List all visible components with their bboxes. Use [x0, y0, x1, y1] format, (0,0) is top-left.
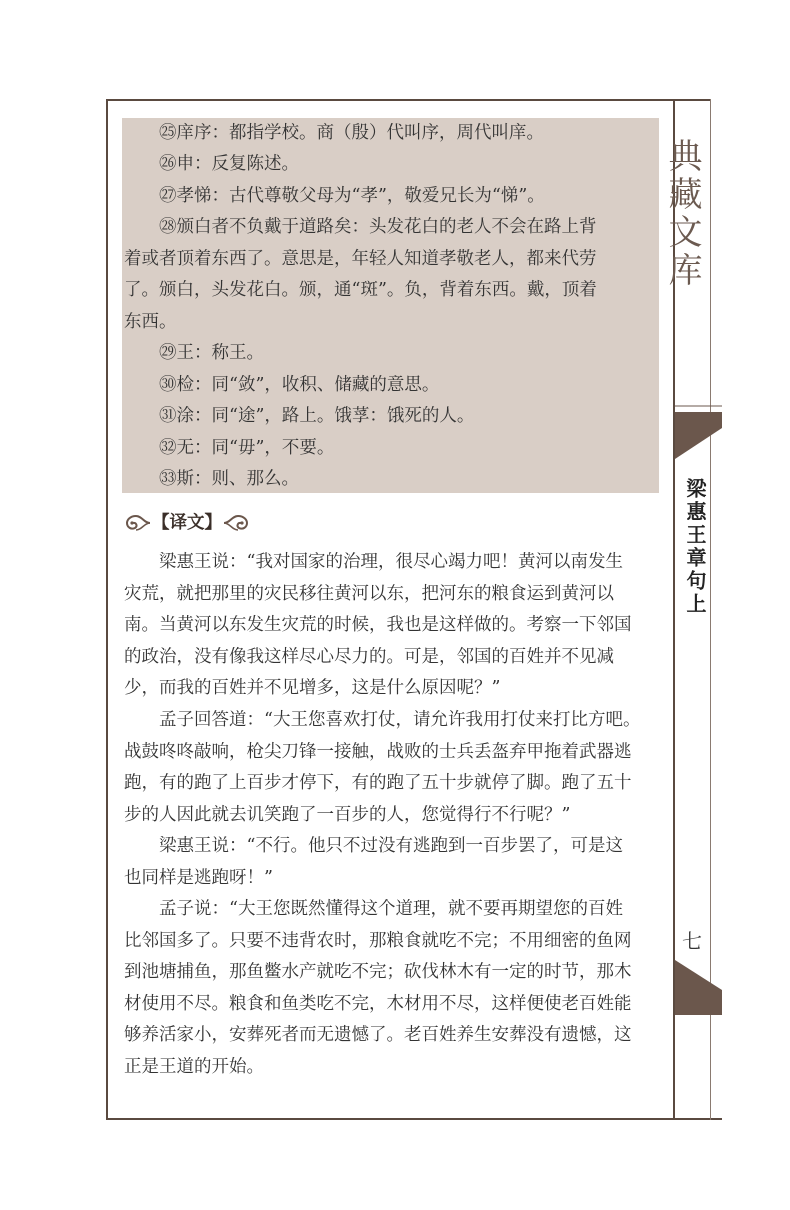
- translation-paragraph-4: [124, 894, 659, 1083]
- text-line: 跑，有的跑了上百步才停下，有的跑了五十步就停了脚。跑了五十: [124, 773, 632, 793]
- tab-ornament-top-icon: [675, 404, 722, 459]
- text-line: 梁惠王说：“我对国家的治理，很尽心竭力吧！黄河以南发生: [159, 552, 623, 572]
- annotation-25: ㉕庠序：都指学校。商（殷）代叫序，周代叫庠。: [159, 123, 544, 143]
- text-line: 南。当黄河以东发生灾荒的时候，我也是这样做的。考察一下邻国: [124, 615, 632, 635]
- page-number: 七: [682, 929, 702, 953]
- annotation-28-line-4: 东西。: [124, 312, 177, 332]
- translation-heading-text: 【译文】: [152, 513, 222, 533]
- text-line: 的政治，没有像我这样尽心尽力的。可是，邻国的百姓并不见减: [124, 646, 614, 667]
- translation-heading: [122, 508, 252, 538]
- annotation-28-line-3: 了。颁白，头发花白。颁，通“斑”。负，背着东西。戴，顶着: [124, 280, 597, 300]
- translation-paragraph-3: [124, 831, 659, 894]
- annotation-27: ㉗孝悌：古代尊敬父母为“孝”，敬爱兄长为“悌”。: [159, 186, 545, 206]
- text-line: 材使用不尽。粮食和鱼类吃不完，木材用不尽，这样便使老百姓能: [124, 993, 632, 1014]
- text-line: 比邻国多了。只要不违背农时，那粮食就吃不完；不用细密的鱼网: [124, 930, 632, 951]
- cloud-ornament-right-icon: [222, 510, 252, 536]
- frame-top-border: [106, 99, 710, 101]
- translation-paragraph-1: [124, 547, 659, 705]
- annotation-29: ㉙王：称王。: [159, 343, 264, 363]
- annotation-33: ㉝斯：则、那么。: [159, 469, 299, 489]
- translation-paragraph-2: [124, 705, 659, 831]
- text-line: 孟子说：“大王您既然懂得这个道理，就不要再期望您的百姓: [159, 899, 623, 919]
- annotation-31: ㉛涂：同“途”，路上。饿莩：饿死的人。: [159, 406, 475, 426]
- frame-left-border: [106, 99, 108, 1120]
- text-line: 够养活家小，安葬死者而无遗憾了。老百姓养生安葬没有遗憾，这: [124, 1025, 632, 1045]
- series-title: 典藏文库: [662, 138, 702, 290]
- annotation-30: ㉚检：同“敛”，收积、储藏的意思。: [159, 375, 440, 395]
- annotation-28-line-2: 着或者顶着东西了。意思是，年轻人知道孝敬老人，都来代劳: [124, 249, 597, 269]
- text-line: 孟子回答道：“大王您喜欢打仗，请允许我用打仗来打比方吧。: [159, 710, 641, 730]
- text-line: 少，而我的百姓并不见增多，这是什么原因呢？”: [124, 678, 501, 698]
- annotation-28-line-1: ㉘颁白者不负戴于道路矣：头发花白的老人不会在路上背: [159, 217, 597, 237]
- text-line: 正是王道的开始。: [124, 1056, 264, 1077]
- text-line: 也同样是逃跑呀！”: [124, 867, 273, 888]
- text-line: 灾荒，就把那里的灾民移往黄河以东，把河东的粮食运到黄河以: [124, 583, 614, 604]
- annotation-26: ㉖申：反复陈述。: [159, 154, 299, 174]
- text-line: 梁惠王说：“不行。他只不过没有逃跑到一百步罢了，可是这: [159, 836, 623, 856]
- annotation-32: ㉜无：同“毋”，不要。: [159, 438, 335, 458]
- frame-bottom-border: [106, 1118, 722, 1120]
- text-line: 到池塘捕鱼，那鱼鳖水产就吃不完；砍伐林木有一定的时节，那木: [124, 962, 632, 982]
- chapter-title: 梁惠王章句上: [683, 478, 707, 616]
- text-line: 步的人因此就去讥笑跑了一百步的人，您觉得行不行呢？”: [124, 804, 571, 825]
- cloud-ornament-left-icon: [122, 510, 152, 536]
- text-line: 战鼓咚咚敲响，枪尖刀锋一接触，战败的士兵丢盔弃甲拖着武器逃: [124, 741, 632, 762]
- tab-ornament-bottom-icon: [675, 960, 722, 1015]
